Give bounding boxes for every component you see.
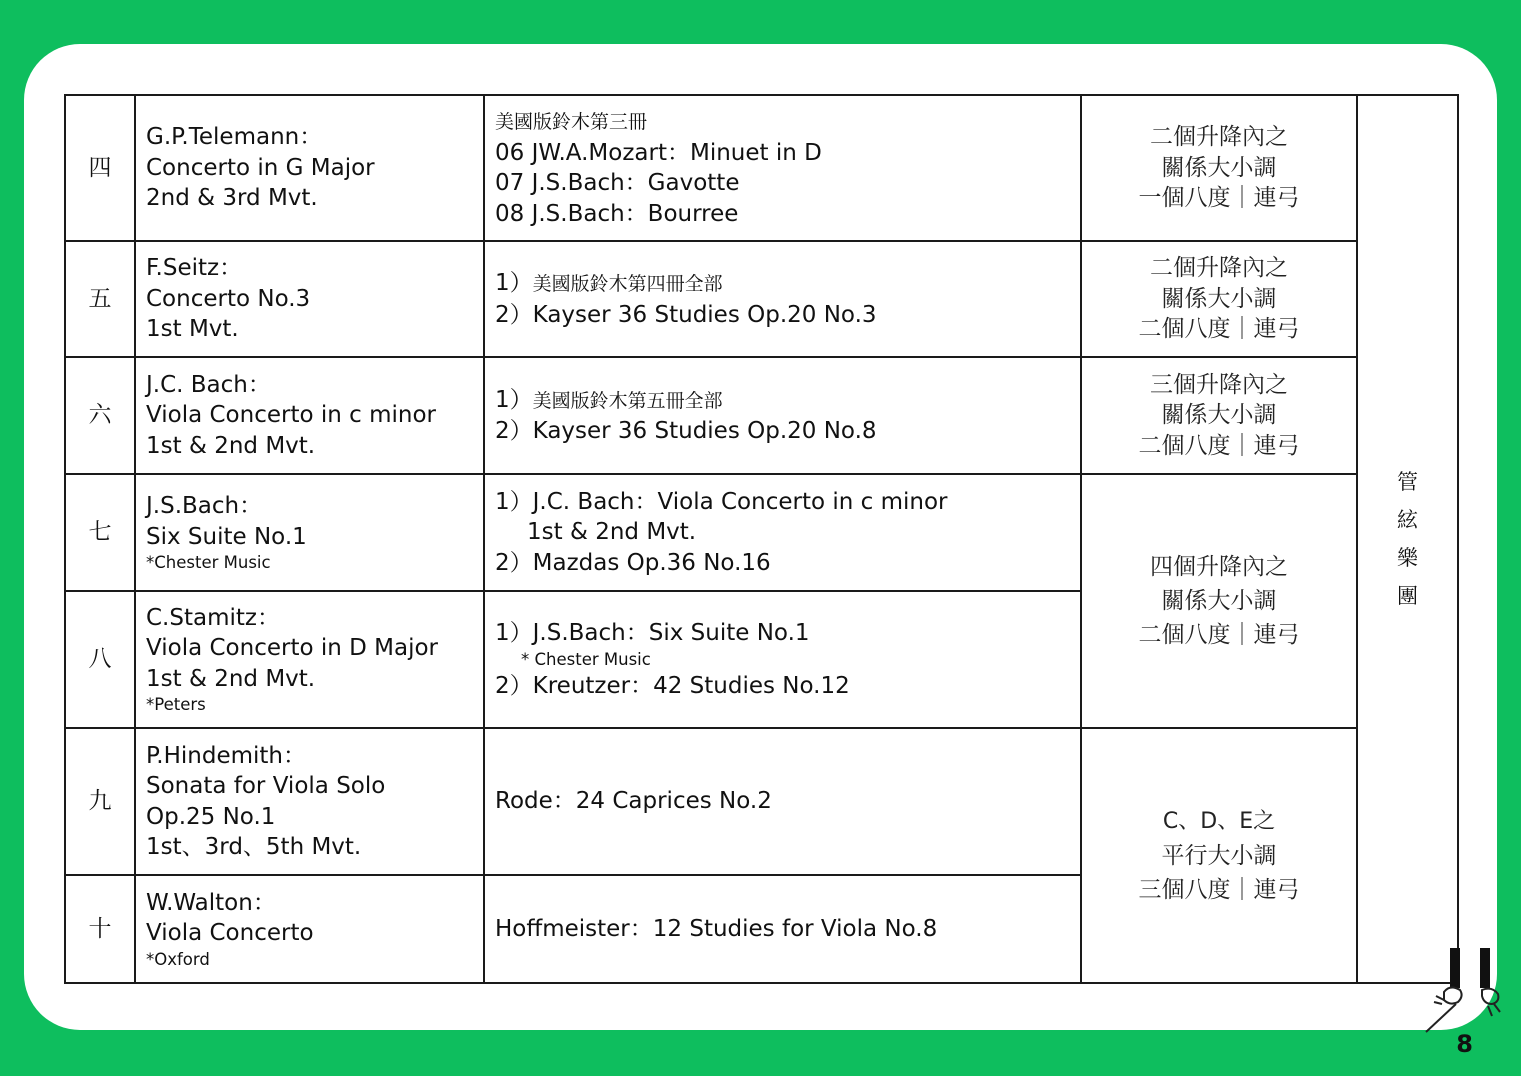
requirement-cell <box>1081 474 1357 728</box>
requirement-cell <box>1081 95 1357 241</box>
piece-title: Viola Concerto in c minor <box>146 402 436 429</box>
requirement-line: 關係大小調 <box>1161 154 1277 181</box>
piece-title: Viola Concerto <box>146 920 314 946</box>
requirement-line: 二個八度｜連弓 <box>1138 622 1300 648</box>
requirement-line: 二個八度｜連弓 <box>1138 432 1300 459</box>
requirement-line: 二個升降內之 <box>1150 255 1288 282</box>
requirement-line: 關係大小調 <box>1161 402 1277 429</box>
level-cell: 五 <box>65 241 135 357</box>
requirement-line: 四個升降內之 <box>1150 554 1288 580</box>
requirement-line: 二個八度｜連弓 <box>1138 316 1300 343</box>
piece-cell <box>135 728 484 875</box>
etude-line: 2）Mazdas Op.36 No.16 <box>495 549 771 576</box>
piece-title: Sonata for Viola Solo <box>146 773 386 799</box>
requirement-cell <box>1081 241 1357 357</box>
side-label: 管絃樂團 <box>1397 470 1418 608</box>
requirement-line: 平行大小調 <box>1161 842 1277 869</box>
piece-cell <box>135 95 484 241</box>
piece-movements: 1st、3rd、5th Mvt. <box>146 834 362 860</box>
piece-composer: G.P.Telemann： <box>146 124 323 151</box>
level-cell: 八 <box>65 591 135 728</box>
requirement-cell <box>1081 357 1357 474</box>
piece-title: Concerto No.3 <box>146 285 311 312</box>
syllabus-table <box>64 94 1459 984</box>
etude-cell <box>484 591 1081 728</box>
requirement-line: C、D、E之 <box>1162 808 1276 834</box>
piece-composer: F.Seitz： <box>146 255 243 282</box>
piece-note: *Oxford <box>146 949 210 969</box>
requirement-line: 三個升降內之 <box>1150 371 1288 398</box>
etude-line: 1）J.C. Bach：Viola Concerto in c minor <box>495 488 948 515</box>
piece-cell <box>135 241 484 357</box>
piece-note: *Chester Music <box>146 553 271 572</box>
etude-header: 美國版鈴木第三冊 <box>495 111 648 133</box>
etude-line: 07 J.S.Bach：Gavotte <box>495 170 740 196</box>
level-cell: 九 <box>65 728 135 875</box>
etude-cell <box>484 474 1081 591</box>
piece-movements: 1st & 2nd Mvt. <box>146 665 316 692</box>
piece-composer: J.S.Bach： <box>146 493 263 519</box>
piece-movements: 1st & 2nd Mvt. <box>146 432 316 459</box>
table-row <box>65 728 1458 875</box>
etude-line: 1）美國版鈴木第四冊全部 <box>495 270 723 296</box>
piece-title: Concerto in G Major <box>146 154 375 181</box>
piece-note: *Peters <box>146 695 206 715</box>
etude-line: 1）J.S.Bach：Six Suite No.1 <box>495 620 810 646</box>
piece-opus: Op.25 No.1 <box>146 803 276 830</box>
requirement-line: 關係大小調 <box>1161 285 1277 312</box>
etude-cell <box>484 875 1081 983</box>
requirement-line: 關係大小調 <box>1161 588 1277 614</box>
piece-title: Viola Concerto in D Major <box>146 635 439 662</box>
requirement-line: 一個八度｜連弓 <box>1138 185 1300 212</box>
piece-cell <box>135 875 484 983</box>
piece-composer: P.Hindemith： <box>146 742 307 769</box>
etude-line: 06 JW.A.Mozart：Minuet in D <box>495 139 822 166</box>
table-row <box>65 357 1458 474</box>
piece-composer: C.Stamitz： <box>146 604 280 631</box>
level-cell: 四 <box>65 95 135 241</box>
etude-line: 2）Kayser 36 Studies Op.20 No.8 <box>495 418 877 444</box>
piece-movements: 1st Mvt. <box>146 316 239 343</box>
etude-cell <box>484 728 1081 875</box>
table-row <box>65 241 1458 357</box>
piece-movements: 2nd & 3rd Mvt. <box>146 185 318 212</box>
etude-cell <box>484 95 1081 241</box>
etude-line: 1st & 2nd Mvt. <box>527 519 697 546</box>
piece-title: Six Suite No.1 <box>146 523 307 550</box>
etude-line: Rode：24 Caprices No.2 <box>495 788 772 815</box>
etude-cell <box>484 357 1081 474</box>
table-row <box>65 474 1458 591</box>
level-cell: 六 <box>65 357 135 474</box>
requirement-line: 二個升降內之 <box>1150 124 1288 151</box>
table-row <box>65 95 1458 241</box>
side-label-cell <box>1357 95 1458 983</box>
piece-composer: W.Walton： <box>146 889 276 916</box>
hands-with-baton-icon <box>1422 944 1512 1036</box>
etude-line: Hoffmeister：12 Studies for Viola No.8 <box>495 915 938 942</box>
level-cell: 十 <box>65 875 135 983</box>
piece-composer: J.C. Bach： <box>146 371 271 398</box>
etude-line: 2）Kayser 36 Studies Op.20 No.3 <box>495 301 877 328</box>
piece-cell <box>135 474 484 591</box>
piece-cell <box>135 357 484 474</box>
page-number: 8 <box>1456 1030 1473 1058</box>
etude-line: 08 J.S.Bach：Bourree <box>495 200 739 227</box>
etude-line: 1）美國版鈴木第五冊全部 <box>495 386 723 413</box>
level-cell: 七 <box>65 474 135 591</box>
etude-cell <box>484 241 1081 357</box>
etude-line: 2）Kreutzer：42 Studies No.12 <box>495 672 850 699</box>
etude-note: * Chester Music <box>521 649 651 669</box>
requirement-line: 三個八度｜連弓 <box>1138 876 1300 903</box>
requirement-cell <box>1081 728 1357 983</box>
piece-cell <box>135 591 484 728</box>
